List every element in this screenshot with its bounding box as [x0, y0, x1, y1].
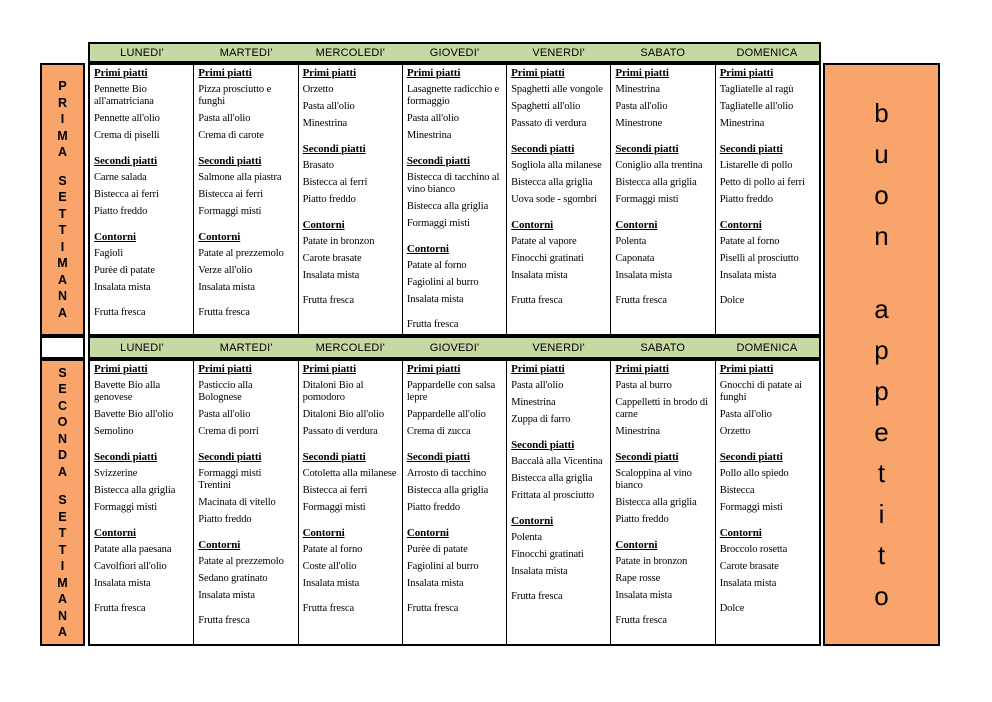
menu-item: Minestrina [615, 426, 660, 437]
day-column [716, 361, 819, 644]
menu-group-title: Contorni [511, 515, 554, 527]
menu-item: Pasticcio alla Bolognese [198, 380, 253, 403]
menu-item: Insalata mista [198, 590, 255, 601]
week2-banner-letter: I [60, 559, 65, 573]
buon-appetito-letter: o [874, 580, 889, 611]
menu-group-title: Secondi piatti [302, 451, 366, 463]
menu-item-dessert: Frutta fresca [302, 603, 355, 614]
menu-item: Patate al forno [719, 236, 780, 247]
menu-item: Finocchi gratinati [511, 253, 584, 264]
day-column [507, 361, 611, 644]
menu-item: Passato di verdura [511, 118, 587, 129]
menu-item-dessert: Frutta fresca [406, 319, 459, 330]
menu-item: Formaggi misti [198, 206, 262, 217]
menu-item: Petto di pollo ai ferri [719, 177, 805, 188]
menu-item: Coniglio alla trentina [615, 160, 703, 171]
week1-banner-letter: E [58, 190, 67, 204]
menu-item: Piatto freddo [302, 194, 356, 205]
menu-item: Insalata mista [198, 282, 255, 293]
week2-banner-letter: S [58, 365, 67, 380]
menu-item: Piatto freddo [94, 206, 148, 217]
menu-item: Piatto freddo [719, 194, 773, 205]
menu-item: Listarelle di pollo [719, 160, 793, 171]
menu-item: Minestrina [511, 397, 556, 408]
menu-item: Macinata di vitello [198, 497, 276, 508]
day-header-row-week1 [88, 42, 821, 63]
menu-item: Fagiolini al burro [406, 561, 479, 572]
menu-item: Bistecca alla griglia [94, 485, 176, 496]
menu-item: Insalata mista [302, 270, 360, 281]
menu-item: Insalata mista [94, 578, 151, 589]
day-header: MERCOLEDI' [315, 46, 386, 59]
week1-left-banner [40, 63, 85, 336]
week1-banner-letter: N [57, 289, 68, 303]
menu-item: Patate al prezzemolo [198, 248, 284, 259]
week2-banner-letter: A [57, 592, 68, 606]
menu-item: Bistecca alla griglia [615, 497, 697, 508]
day-header: MERCOLEDI' [315, 341, 386, 354]
menu-item: Insalata mista [406, 578, 464, 589]
menu-item: Coste all'olio [302, 561, 357, 572]
menu-item: Piatto freddo [615, 514, 669, 525]
buon-appetito-letter: p [874, 375, 889, 406]
menu-item-dessert: Frutta fresca [406, 603, 459, 614]
menu-item: Bistecca alla griglia [511, 177, 593, 188]
menu-item: Sogliola alla milanese [511, 160, 602, 171]
menu-item: Sedano gratinato [198, 573, 268, 584]
menu-item: Insalata mista [406, 294, 464, 305]
menu-item: Tagliatelle all'olio [719, 101, 794, 112]
menu-item: Bavette Bio all'olio [94, 409, 174, 420]
week2-left-banner [40, 359, 85, 646]
buon-appetito-letter: b [874, 97, 889, 128]
day-header: VENERDI' [532, 46, 585, 59]
week1-banner-letter: T [58, 223, 67, 237]
menu-item: Pennette all'olio [94, 113, 160, 124]
menu-item: Brasato [302, 160, 334, 171]
menu-item: Formaggi misti [406, 218, 470, 229]
menu-group-title: Secondi piatti [406, 155, 470, 167]
menu-item: Minestrina [719, 118, 765, 129]
menu-item: Formaggi misti [615, 194, 679, 205]
menu-item: Patate alla paesana [94, 544, 172, 555]
menu-item: Crema di porri [198, 426, 259, 437]
menu-group-title: Primi piatti [302, 67, 357, 79]
menu-item: Ditaloni Bio al pomodoro [302, 380, 364, 403]
menu-item: Minestrone [615, 118, 663, 129]
day-column [299, 65, 403, 334]
menu-item: Patate al vapore [511, 236, 577, 247]
menu-item-dessert: Frutta fresca [511, 295, 563, 306]
menu-group-title: Secondi piatti [94, 155, 158, 167]
buon-appetito-letter: i [878, 498, 885, 529]
menu-item: Bistecca ai ferri [94, 189, 159, 200]
menu-item: Crema di carote [198, 130, 264, 141]
menu-item: Insalata mista [511, 566, 568, 577]
menu-group-title: Primi piatti [94, 363, 148, 375]
menu-group-title: Primi piatti [302, 363, 357, 375]
week2-banner-letter: T [58, 542, 67, 557]
week2-banner-letter: O [57, 415, 68, 429]
week1-menu-grid [88, 63, 821, 336]
menu-item: Insalata mista [615, 590, 673, 601]
menu-item: Piatto freddo [406, 502, 461, 513]
menu-item-dessert: Dolce [719, 603, 745, 614]
menu-item: Patate al prezzemolo [198, 556, 284, 567]
menu-group-title: Primi piatti [511, 67, 565, 79]
day-column [194, 65, 298, 334]
menu-item: Insalata mista [615, 270, 673, 281]
menu-item: Pizza prosciutto e funghi [198, 84, 272, 107]
day-column [90, 65, 194, 334]
menu-item: Insalata mista [719, 578, 777, 589]
menu-item: Pappardelle all'olio [406, 409, 486, 420]
menu-item-dessert: Frutta fresca [198, 615, 250, 626]
menu-item: Patate al forno [406, 260, 467, 271]
week1-banner-letter: P [58, 79, 67, 93]
menu-group-title: Contorni [719, 219, 762, 231]
buon-appetito-letter: p [874, 334, 889, 365]
menu-item: Fagioli [94, 248, 124, 259]
menu-group-title: Contorni [406, 527, 449, 539]
day-column [716, 65, 819, 334]
menu-item: Pappardelle con salsa lepre [406, 380, 496, 403]
buon-appetito-banner [823, 63, 940, 646]
menu-item: Bistecca alla griglia [615, 177, 697, 188]
week1-banner-letter: T [58, 206, 67, 221]
menu-item: Purèe di patate [94, 265, 155, 276]
menu-item: Formaggi misti Trentini [198, 468, 262, 491]
menu-item-dessert: Dolce [719, 295, 745, 306]
week2-banner-letter: N [57, 608, 68, 623]
divider-cell [40, 336, 85, 359]
day-header: SABATO [640, 341, 686, 354]
menu-item: Formaggi misti [719, 502, 783, 513]
menu-item-dessert: Frutta fresca [198, 307, 250, 318]
menu-item-dessert: Frutta fresca [94, 307, 146, 318]
menu-group-title: Secondi piatti [719, 451, 783, 463]
week2-banner-letter: S [58, 493, 67, 507]
menu-group-title: Secondi piatti [719, 143, 783, 155]
week2-banner-letter: A [57, 625, 68, 639]
menu-item: Minestrina [615, 84, 660, 95]
buon-appetito-letter: t [877, 539, 886, 570]
menu-item: Pollo allo spiedo [719, 468, 789, 479]
menu-group-title: Secondi piatti [198, 155, 262, 167]
menu-item: Bistecca di tacchino al vino bianco [406, 172, 500, 195]
week2-banner-letter: T [58, 526, 67, 540]
week1-banner-letter: R [57, 95, 68, 110]
menu-item: Formaggi misti [94, 502, 158, 513]
menu-item: Tagliatelle al ragù [719, 84, 794, 95]
menu-item: Patate in bronzon [302, 236, 375, 247]
day-column [611, 65, 715, 334]
week2-banner-letter: C [57, 398, 68, 413]
week1-banner-letter: A [57, 145, 68, 159]
menu-group-title: Secondi piatti [511, 439, 575, 451]
day-column [611, 361, 715, 644]
menu-item: Gnocchi di patate ai funghi [719, 380, 802, 403]
menu-item: Frittata al prosciutto [511, 490, 595, 501]
menu-item: Minestrina [406, 130, 452, 141]
menu-group-title: Secondi piatti [511, 143, 575, 155]
menu-item: Pasta all'olio [302, 101, 355, 112]
day-header: VENERDI' [532, 341, 585, 354]
menu-item: Salmone alla piastra [198, 172, 282, 183]
menu-item: Orzetto [302, 84, 334, 95]
day-column [507, 65, 611, 334]
week1-banner-letter: A [57, 272, 68, 287]
menu-group-title: Secondi piatti [406, 451, 470, 463]
menu-item: Caponata [615, 253, 655, 264]
menu-item: Spaghetti alle vongole [511, 84, 603, 95]
menu-item: Carote brasate [719, 561, 779, 572]
menu-group-title: Primi piatti [406, 363, 461, 375]
day-header: DOMENICA [736, 341, 798, 354]
menu-item: Arrosto di tacchino [406, 468, 487, 479]
menu-group-title: Primi piatti [615, 67, 669, 79]
week2-banner-letter: A [57, 464, 68, 479]
menu-group-title: Primi piatti [198, 363, 252, 375]
day-header: SABATO [640, 46, 686, 59]
day-header: LUNEDI' [120, 341, 164, 354]
week1-banner-letter: A [57, 305, 68, 320]
buon-appetito-letter: e [874, 416, 889, 447]
menu-item: Carote brasate [302, 253, 362, 264]
menu-item: Semolino [94, 426, 134, 437]
menu-item: Bistecca alla griglia [511, 473, 593, 484]
menu-item: Broccolo rosetta [719, 544, 788, 555]
day-header: GIOVEDI' [429, 341, 480, 354]
day-column [403, 361, 507, 644]
menu-group-title: Primi piatti [406, 67, 461, 79]
menu-group-title: Contorni [302, 219, 345, 231]
menu-item: Pasta all'olio [719, 409, 772, 420]
menu-item: Orzetto [719, 426, 751, 437]
week2-banner-letter: E [58, 509, 67, 524]
menu-item: Insalata mista [302, 578, 360, 589]
menu-item: Baccalà alla Vicentina [511, 456, 603, 467]
menu-item: Bavette Bio alla genovese [94, 380, 161, 403]
menu-item: Pasta all'olio [198, 409, 251, 420]
buon-appetito-letter: a [874, 293, 889, 324]
menu-item: Pasta al burro [615, 380, 672, 391]
week2-banner-letter: D [57, 448, 68, 462]
menu-item: Polenta [615, 236, 647, 247]
menu-group-title: Primi piatti [719, 67, 774, 79]
menu-item: Svizzerine [94, 468, 138, 479]
menu-item: Insalata mista [719, 270, 777, 281]
menu-item: Pasta all'olio [406, 113, 459, 124]
menu-group-title: Secondi piatti [198, 451, 262, 463]
menu-item: Pennette Bio all'amatriciana [94, 84, 154, 107]
menu-item: Cappelletti in brodo di carne [615, 397, 708, 420]
menu-item: Piselli al prosciutto [719, 253, 799, 264]
menu-group-title: Primi piatti [198, 67, 252, 79]
menu-group-title: Primi piatti [94, 67, 148, 79]
menu-item: Polenta [511, 532, 542, 543]
week1-banner-letter: I [60, 112, 65, 126]
week1-banner-letter: M [57, 256, 68, 270]
menu-item-dessert: Frutta fresca [94, 603, 146, 614]
menu-item: Patate in bronzon [615, 556, 688, 567]
menu-group-title: Contorni [302, 527, 345, 539]
menu-item: Fagiolini al burro [406, 277, 479, 288]
menu-item: Passato di verdura [302, 426, 378, 437]
buon-appetito-letter: u [874, 138, 889, 169]
menu-group-title: Contorni [615, 219, 658, 231]
menu-item: Pasta all'olio [198, 113, 251, 124]
week2-banner-letter: E [58, 382, 67, 396]
menu-item: Bistecca ai ferri [302, 485, 368, 496]
menu-item-dessert: Frutta fresca [615, 295, 667, 306]
menu-item: Cavolfiori all'olio [94, 561, 167, 572]
menu-item: Zuppa di farro [511, 414, 571, 425]
menu-group-title: Contorni [94, 527, 136, 539]
menu-item: Bistecca [719, 485, 755, 496]
day-header-row-week2 [88, 336, 821, 359]
menu-group-title: Secondi piatti [615, 451, 679, 463]
week2-banner-letter: M [57, 575, 68, 590]
week1-banner-letter: S [58, 173, 67, 188]
day-header: MARTEDI' [219, 341, 273, 354]
day-header: MARTEDI' [219, 46, 273, 59]
menu-item: Formaggi misti [302, 502, 366, 513]
day-column [403, 65, 507, 334]
menu-item: Pasta all'olio [615, 101, 668, 112]
menu-group-title: Contorni [511, 219, 554, 231]
menu-item-dessert: Frutta fresca [615, 615, 667, 626]
menu-item: Crema di piselli [94, 130, 160, 141]
menu-item-dessert: Frutta fresca [511, 591, 563, 602]
menu-group-title: Contorni [198, 539, 241, 551]
menu-item: Pasta all'olio [511, 380, 564, 391]
menu-group-title: Secondi piatti [94, 451, 158, 463]
menu-group-title: Contorni [719, 527, 762, 539]
menu-item: Bistecca alla griglia [406, 201, 489, 212]
day-header: DOMENICA [736, 46, 798, 59]
menu-item: Ditaloni Bio all'olio [302, 409, 385, 420]
menu-item: Crema di zucca [406, 426, 471, 437]
week1-banner-letter: M [57, 128, 68, 143]
menu-item: Cotoletta alla milanese [302, 468, 397, 479]
menu-group-title: Primi piatti [511, 363, 565, 375]
menu-item: Bistecca alla griglia [406, 485, 489, 496]
menu-item-dessert: Frutta fresca [302, 295, 355, 306]
week2-menu-grid [88, 359, 821, 646]
menu-group-title: Secondi piatti [615, 143, 679, 155]
menu-item: Insalata mista [511, 270, 568, 281]
week2-banner-letter: N [57, 431, 68, 446]
menu-item: Bistecca ai ferri [198, 189, 264, 200]
menu-group-title: Contorni [406, 243, 449, 255]
menu-group-title: Contorni [198, 231, 241, 243]
menu-item: Scaloppina al vino bianco [615, 468, 692, 491]
menu-item: Patate al forno [302, 544, 363, 555]
buon-appetito-letter: t [877, 457, 886, 488]
day-column [194, 361, 298, 644]
menu-group-title: Primi piatti [615, 363, 669, 375]
day-header: LUNEDI' [120, 46, 164, 59]
menu-group-title: Secondi piatti [302, 143, 366, 155]
menu-item: Purèe di patate [406, 544, 468, 555]
menu-item: Insalata mista [94, 282, 151, 293]
menu-item: Minestrina [302, 118, 348, 129]
week1-banner-letter: I [60, 239, 65, 254]
buon-appetito-letter: o [874, 179, 889, 210]
menu-item: Uova sode - sgombri [511, 194, 598, 205]
menu-group-title: Contorni [94, 231, 136, 243]
menu-group-title: Primi piatti [719, 363, 774, 375]
menu-item: Spaghetti all'olio [511, 101, 581, 112]
menu-item: Bistecca ai ferri [302, 177, 368, 188]
menu-item: Finocchi gratinati [511, 549, 584, 560]
menu-item: Piatto freddo [198, 514, 252, 525]
menu-group-title: Contorni [615, 539, 658, 551]
menu-item: Rape rosse [615, 573, 661, 584]
menu-item: Verze all'olio [198, 265, 253, 276]
day-column [299, 361, 403, 644]
day-header: GIOVEDI' [429, 46, 480, 59]
menu-item: Lasagnette radicchio e formaggio [406, 84, 500, 107]
menu-item: Carne salada [94, 172, 147, 183]
buon-appetito-letter: n [874, 220, 889, 251]
day-column [90, 361, 194, 644]
